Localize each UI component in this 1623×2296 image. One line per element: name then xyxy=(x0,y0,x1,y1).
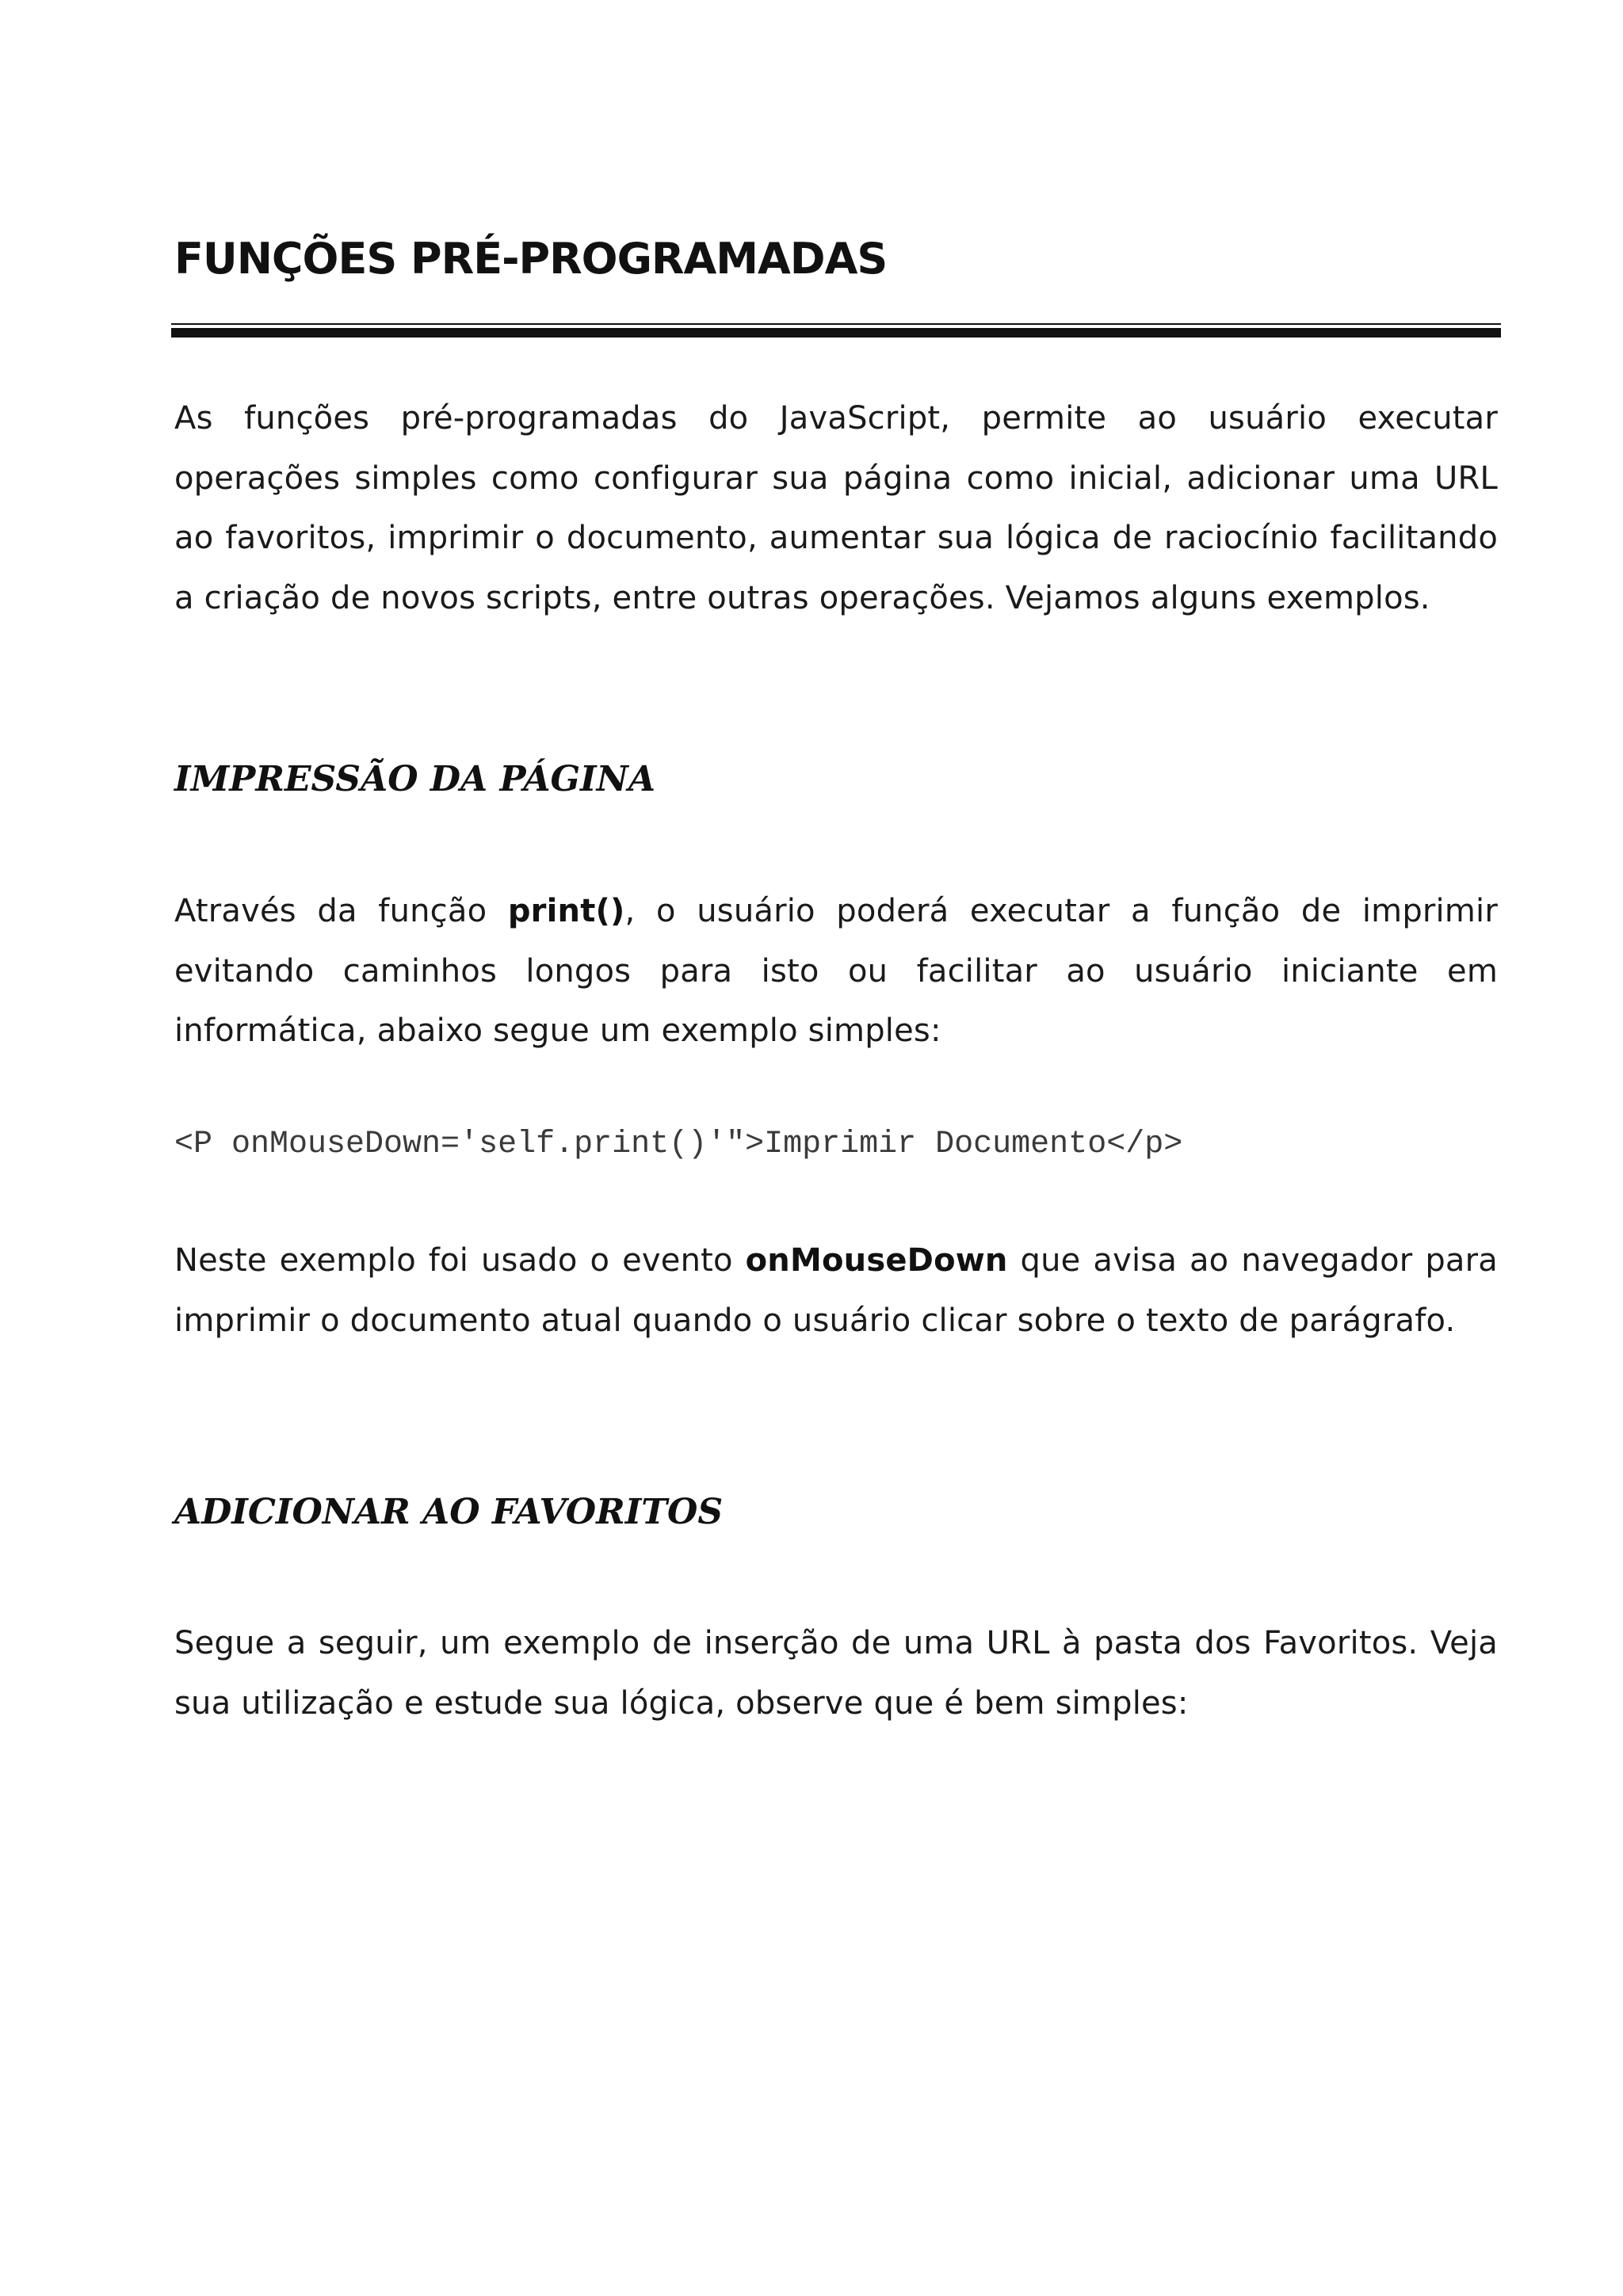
print-paragraph xyxy=(174,882,1498,1062)
explanation-paragraph xyxy=(174,1231,1498,1351)
favorites-paragraph: Segue a seguir, um exemplo de inserção de uma URL à pasta dos Favoritos. Veja sua utilização e estude sua lógica, observe que é bem simples: xyxy=(174,1625,1498,1722)
print-paragraph-text-before: Através da função xyxy=(174,893,508,929)
event-name: onMouseDown xyxy=(745,1242,1008,1279)
intro-paragraph: As funções pré-programadas do JavaScript, permite ao usuário executar operações simples como configurar sua página como inicial, adicionar uma URL ao favoritos, imprimir o documento, aumentar sua lógica de raciocínio facilitando a criação de novos scripts, entre outras operações. Vejamos alguns exemplos. xyxy=(174,400,1498,616)
title-divider-thin xyxy=(171,323,1501,325)
section-heading-favorites: ADICIONAR AO FAVORITOS xyxy=(174,1492,724,1532)
explanation-text-before: Neste exemplo foi usado o evento xyxy=(174,1242,746,1279)
code-example: <P onMouseDown='self.print()'">Imprimir Documento</p> xyxy=(174,1127,1183,1162)
print-paragraph-text-after: , o usuário poderá executar a função de imprimir evitando caminhos longos para isto ou facilitar ao usuário iniciante em informática, abaixo segue um exemplo simples: xyxy=(174,893,1498,1049)
print-function-name: print() xyxy=(507,893,625,929)
section-heading-print: IMPRESSÃO DA PÁGINA xyxy=(174,759,655,799)
title-divider-thick xyxy=(171,328,1501,338)
page-title: FUNÇÕES PRÉ-PROGRAMADAS xyxy=(174,234,888,284)
explanation-text-after: que avisa ao navegador para imprimir o documento atual quando o usuário clicar sobre o texto de parágrafo. xyxy=(174,1242,1499,1339)
